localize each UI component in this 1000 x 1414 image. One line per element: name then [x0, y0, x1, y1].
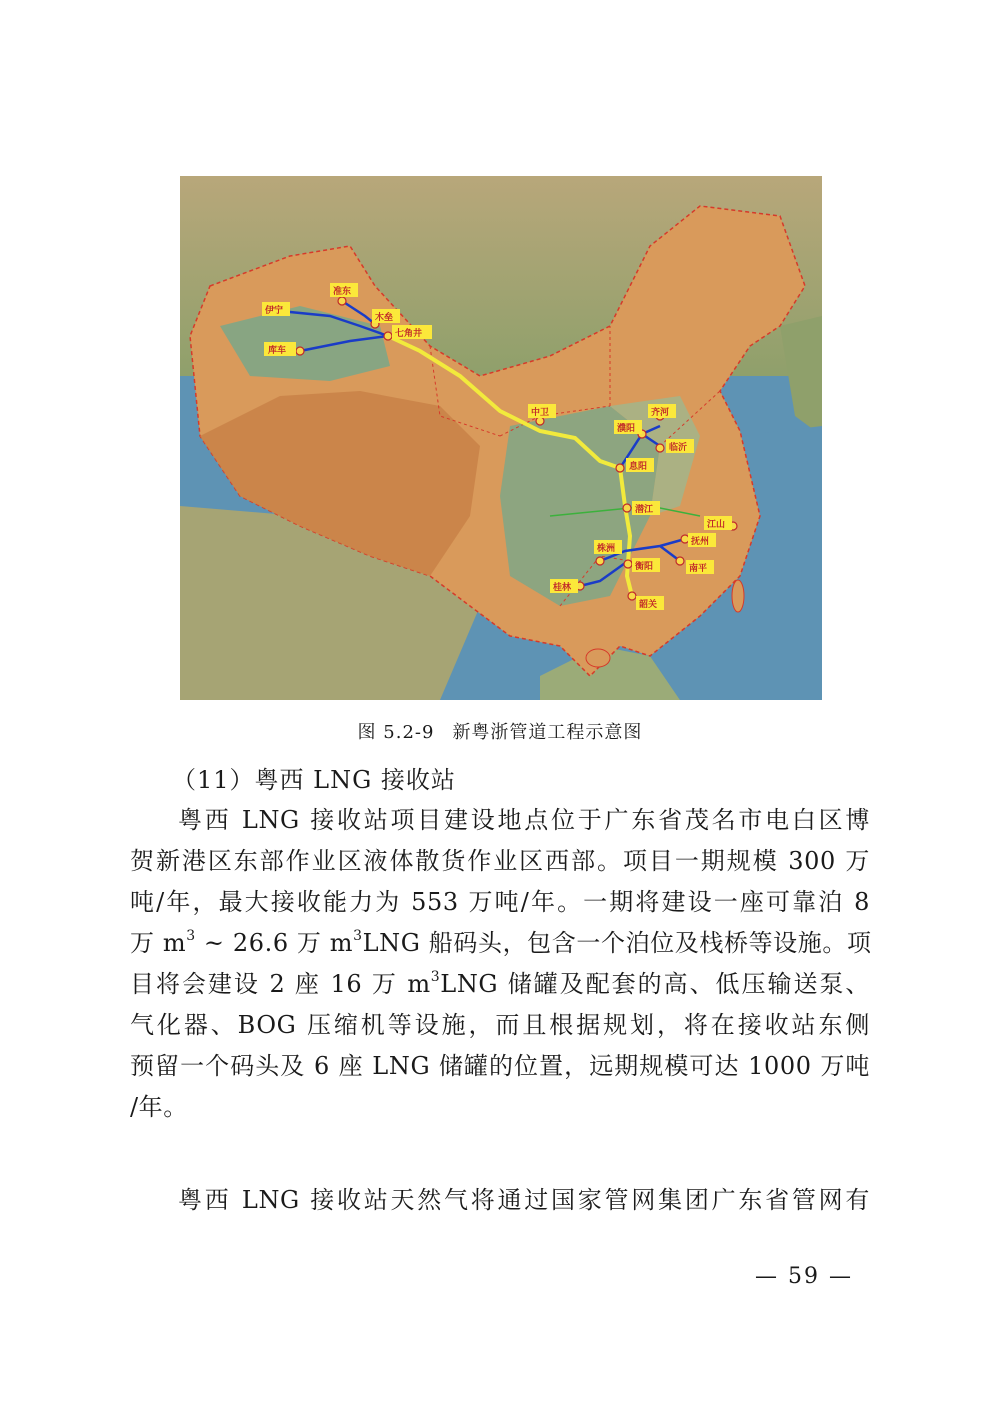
label-zhongwei: 中卫 [531, 408, 550, 418]
para1-line4-c: LNG 船码头，包含一个泊位及栈桥等设施。项 [362, 929, 872, 957]
superscript-3c: 3 [430, 969, 441, 985]
label-mulei: 木垒 [375, 313, 394, 323]
label-qianjiang: 潜江 [635, 505, 654, 515]
para1-line6: 气化器、BOG 压缩机等设施，而且根据规划，将在接收站东侧 [130, 1011, 870, 1039]
hainan-island [586, 649, 610, 667]
label-zhundong: 准东 [333, 287, 352, 297]
para2-line1: 粤西 LNG 接收站天然气将通过国家管网集团广东省管网有 [178, 1186, 870, 1214]
caption-title: 新粤浙管道工程示意图 [452, 722, 643, 743]
figure-caption [0, 718, 1000, 744]
para1-line4-b: ~ 26.6 万 m [195, 929, 354, 957]
label-jiangshan: 江山 [707, 520, 726, 530]
paragraph-pipeline-connection [130, 1180, 870, 1221]
para1-line3: 吨/年，最大接收能力为 553 万吨/年。一期将建设一座可靠泊 8 [130, 888, 870, 916]
label-fuzhou: 抚州 [691, 537, 710, 547]
map-svg [180, 176, 822, 700]
taiwan-island [732, 580, 744, 612]
para1-line2: 贺新港区东部作业区液体散货作业区西部。项目一期规模 300 万 [130, 847, 870, 875]
section-heading: （11）粤西 LNG 接收站 [172, 766, 456, 794]
label-qihe: 齐河 [651, 408, 670, 418]
superscript-3a: 3 [186, 928, 196, 944]
label-linyi: 临沂 [669, 443, 688, 453]
label-hengyang: 衡阳 [635, 562, 654, 572]
label-qijiaojing: 七角井 [395, 329, 423, 339]
para1-line7: 预留一个码头及 6 座 LNG 储罐的位置，远期规模可达 1000 万吨 [130, 1052, 870, 1080]
label-guilin: 桂林 [553, 583, 572, 593]
label-yining: 伊宁 [265, 306, 284, 316]
label-nanping: 南平 [689, 564, 708, 574]
superscript-3b: 3 [353, 928, 363, 944]
label-puyang: 濮阳 [617, 424, 636, 434]
para1-line4-a: 万 m [130, 929, 187, 957]
label-kuqa: 库车 [268, 346, 287, 356]
para1-line8: /年。 [130, 1093, 188, 1121]
pipeline-map [180, 176, 822, 700]
label-xinyang: 息阳 [629, 462, 648, 472]
para1-line5 [130, 964, 870, 1005]
paragraph-lng-description [130, 800, 870, 1128]
para1-line5-b: LNG 储罐及配套的高、低压输送泵、 [440, 970, 871, 998]
para1-line1: 粤西 LNG 接收站项目建设地点位于广东省茂名市电白区博 [178, 806, 870, 834]
page-number: — 59 — [755, 1264, 853, 1289]
para1-line4 [130, 923, 870, 964]
label-zhuzhou: 株洲 [597, 544, 616, 554]
label-shaoguan: 韶关 [639, 600, 658, 610]
caption-number: 图 5.2-9 [357, 722, 435, 743]
para1-line5-a: 目将会建设 2 座 16 万 m [130, 970, 431, 998]
